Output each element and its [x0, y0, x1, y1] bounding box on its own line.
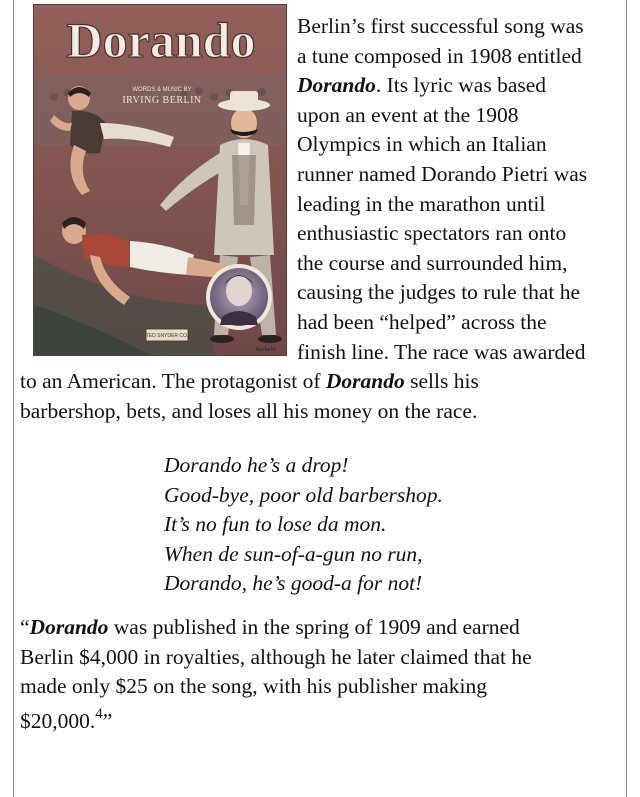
text-line: a tune composed in 1908 entitled — [297, 43, 582, 68]
intro-paragraph-wrapped — [297, 12, 627, 367]
song-title-emphasis: Dorando — [297, 73, 376, 98]
cover-illustration — [34, 5, 287, 356]
svg-text:IRVING BERLIN: IRVING BERLIN — [122, 95, 202, 106]
song-title-emphasis: Dorando — [325, 369, 405, 393]
text-line: Berlin’s first successful song was — [297, 14, 584, 38]
song-title-emphasis: Dorando — [29, 615, 109, 639]
lyric-excerpt — [164, 451, 443, 599]
text-fragment: $20,000. — [20, 708, 96, 733]
lyric-line: Good-bye, poor old barbershop. — [164, 482, 443, 507]
text-line — [20, 702, 622, 737]
text-line: had been “helped” across the — [297, 309, 547, 334]
text-line: finish line. The race was awarded — [297, 339, 586, 364]
text-line: causing the judges to rule that he — [297, 280, 581, 305]
lyric-line: Dorando he’s a drop! — [164, 453, 349, 477]
text-line: Berlin $4,000 in royalties, although he later claimed that he — [20, 644, 532, 669]
text-fragment: . Its lyric was based — [375, 73, 547, 98]
text-line: upon an event at the 1908 — [297, 102, 519, 127]
text-line: the course and surrounded him, — [297, 250, 568, 275]
svg-text:WORDS & MUSIC BY: WORDS & MUSIC BY — [132, 87, 192, 93]
text-line: leading in the marathon until — [297, 191, 546, 216]
lyric-line: When de sun-of-a-gun no run, — [164, 541, 423, 566]
intro-paragraph-continued — [20, 367, 622, 426]
portrait-medallion — [206, 264, 272, 330]
text-fragment: was published in the spring of 1909 and earned — [108, 615, 520, 639]
text-line: made only $25 on the song, with his publisher making — [20, 674, 487, 699]
text-line: Olympics in which an Italian — [297, 132, 547, 157]
document-page — [13, 0, 627, 797]
quote-paragraph — [20, 613, 622, 737]
text-line: runner named Dorando Pietri was — [297, 161, 588, 186]
open-quote-mark: “ — [20, 615, 30, 639]
text-line — [20, 367, 622, 397]
text-line: barbershop, bets, and loses all his money on the race. — [20, 398, 478, 423]
text-fragment: to an American. The protagonist of — [20, 369, 326, 393]
cover-title-lettering — [67, 12, 256, 68]
close-quote-mark: ” — [102, 708, 113, 733]
text-line: enthusiastic spectators ran onto — [297, 221, 567, 246]
lyric-line: Dorando, he’s good-a for not! — [164, 571, 423, 596]
footnote-marker[interactable]: 4 — [95, 705, 103, 722]
text-line — [20, 613, 622, 643]
text-fragment: sells his — [404, 369, 479, 393]
svg-text:TED SNYDER CO.: TED SNYDER CO. — [145, 333, 189, 339]
sheet-music-cover-image — [33, 4, 287, 356]
svg-text:Barbelle: Barbelle — [255, 347, 277, 353]
svg-text:Dorando: Dorando — [66, 12, 256, 68]
lyric-line: It’s no fun to lose da mon. — [164, 512, 387, 537]
text-line — [297, 71, 627, 101]
